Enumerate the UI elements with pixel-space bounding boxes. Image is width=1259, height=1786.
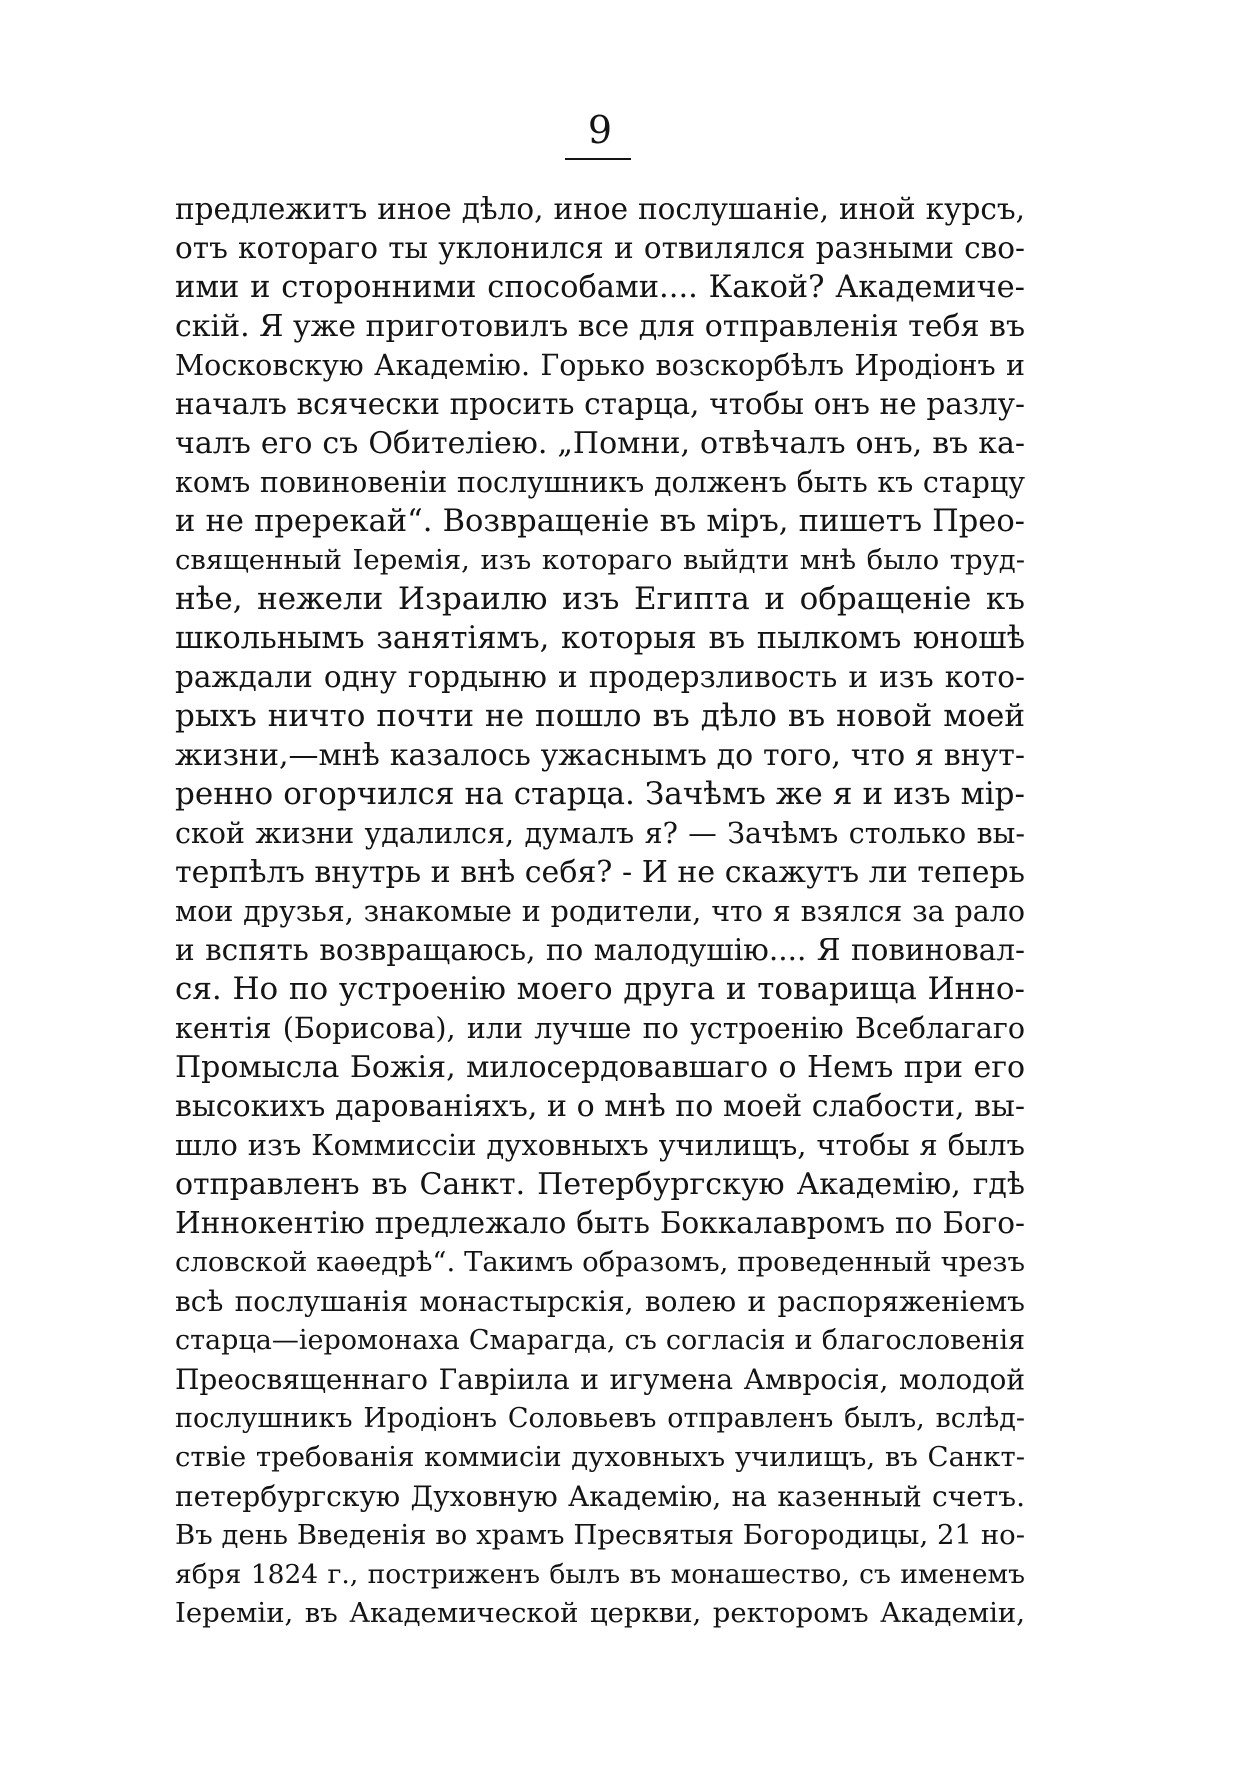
text-line: Преосвященнаго Гавріила и игумена Амвросія, молодой (175, 1363, 1025, 1396)
text-line: послушникъ Иродіонъ Соловьевъ отправленъ былъ, вслѣд- (175, 1403, 1025, 1434)
text-line: раждали одну гордыню и продерзливость и изъ кото- (175, 660, 1025, 694)
text-line: школьнымъ занятіямъ, которыя въ пылкомъ юношѣ (175, 621, 1025, 656)
body-text (175, 190, 1025, 1633)
page-number: 9 (587, 108, 613, 152)
text-line: всѣ послушанія монастырскія, волею и распоряженіемъ (175, 1285, 1025, 1318)
text-line: ренно огорчился на старца. Зачѣмъ же я и изъ мір- (175, 776, 1025, 812)
text-line: ими и сторонними способами.... Какой? Академиче- (175, 270, 1025, 305)
text-line: ся. Но по устроенію моего друга и товарища Инно- (175, 971, 1025, 1007)
text-line: и вспять возвращаюсь, по малодушію.... Я повиновал- (175, 933, 1025, 967)
text-line: ствіе требованія коммисіи духовныхъ училищъ, въ Санкт- (175, 1441, 1025, 1473)
text-line: началъ всячески просить старца, чтобы онъ не разлу- (175, 387, 1025, 421)
text-line: старца—іеромонаха Смарагда, съ согласія и благословенія (175, 1325, 1025, 1356)
text-line: отправленъ въ Санкт. Петербургскую Академію, гдѣ (175, 1167, 1025, 1202)
text-line: мои друзья, знакомые и родители, что я взялся за рало (175, 895, 1025, 928)
text-line: предлежитъ иное дѣло, иное послушаніе, иной курсъ, (175, 192, 1025, 226)
text-line: ября 1824 г., постриженъ былъ въ монашество, съ именемъ (175, 1559, 1025, 1590)
text-line: чалъ его съ Обителіею. „Помни, отвѣчалъ онъ, въ ка- (175, 426, 1025, 461)
text-line: Іереміи, въ Академической церкви, ректоромъ Академіи, (175, 1597, 1025, 1629)
text-line: ской жизни удалился, думалъ я? — Зачѣмъ столько вы- (175, 817, 1025, 850)
text-line: шло изъ Коммиссіи духовныхъ училищъ, чтобы я былъ (175, 1128, 1025, 1162)
text-line: отъ котораго ты уклонился и отвилялся разными сво- (175, 231, 1025, 265)
text-line: рыхъ ничто почти не пошло въ дѣло въ новой моей (175, 698, 1025, 734)
text-line: священный Іеремія, изъ котораго выйдти мнѣ было труд- (175, 544, 1025, 576)
text-line: Московскую Академію. Горько возскорбѣлъ Иродіонъ и (175, 349, 1025, 382)
text-line: и не пререкай“. Возвращеніе въ міръ, пишетъ Прео- (175, 504, 1025, 539)
text-line: жизни,—мнѣ казалось ужаснымъ до того, что я внут- (175, 738, 1025, 773)
text-line: кентія (Борисова), или лучше по устроенію Всеблагаго (175, 1012, 1025, 1045)
text-line: комъ повиновеніи послушникъ долженъ быть къ старцу (175, 466, 1025, 499)
text-line: словской каѳедрѣ“. Такимъ образомъ, проведенный чрезъ (175, 1246, 1025, 1278)
text-line: Промысла Божія, милосердовавшаго о Немъ при его (175, 1050, 1025, 1085)
text-line: Въ день Введенія во храмъ Пресвятыя Богородицы, 21 но- (175, 1519, 1025, 1551)
text-line: скій. Я уже приготовилъ все для отправленія тебя въ (175, 309, 1025, 344)
text-line: нѣе, нежели Израилю изъ Египта и обращеніе къ (175, 581, 1025, 617)
text-line: высокихъ дарованіяхъ, и о мнѣ по моей слабости, вы- (175, 1089, 1025, 1124)
text-line: петербургскую Духовную Академію, на казенный счетъ. (175, 1480, 1025, 1513)
page-number-underline (565, 158, 631, 160)
text-line: Иннокентію предлежало быть Боккалавромъ по Бого- (175, 1206, 1025, 1240)
text-line: терпѣлъ внутрь и внѣ себя? - И не скажутъ ли теперь (175, 855, 1025, 890)
